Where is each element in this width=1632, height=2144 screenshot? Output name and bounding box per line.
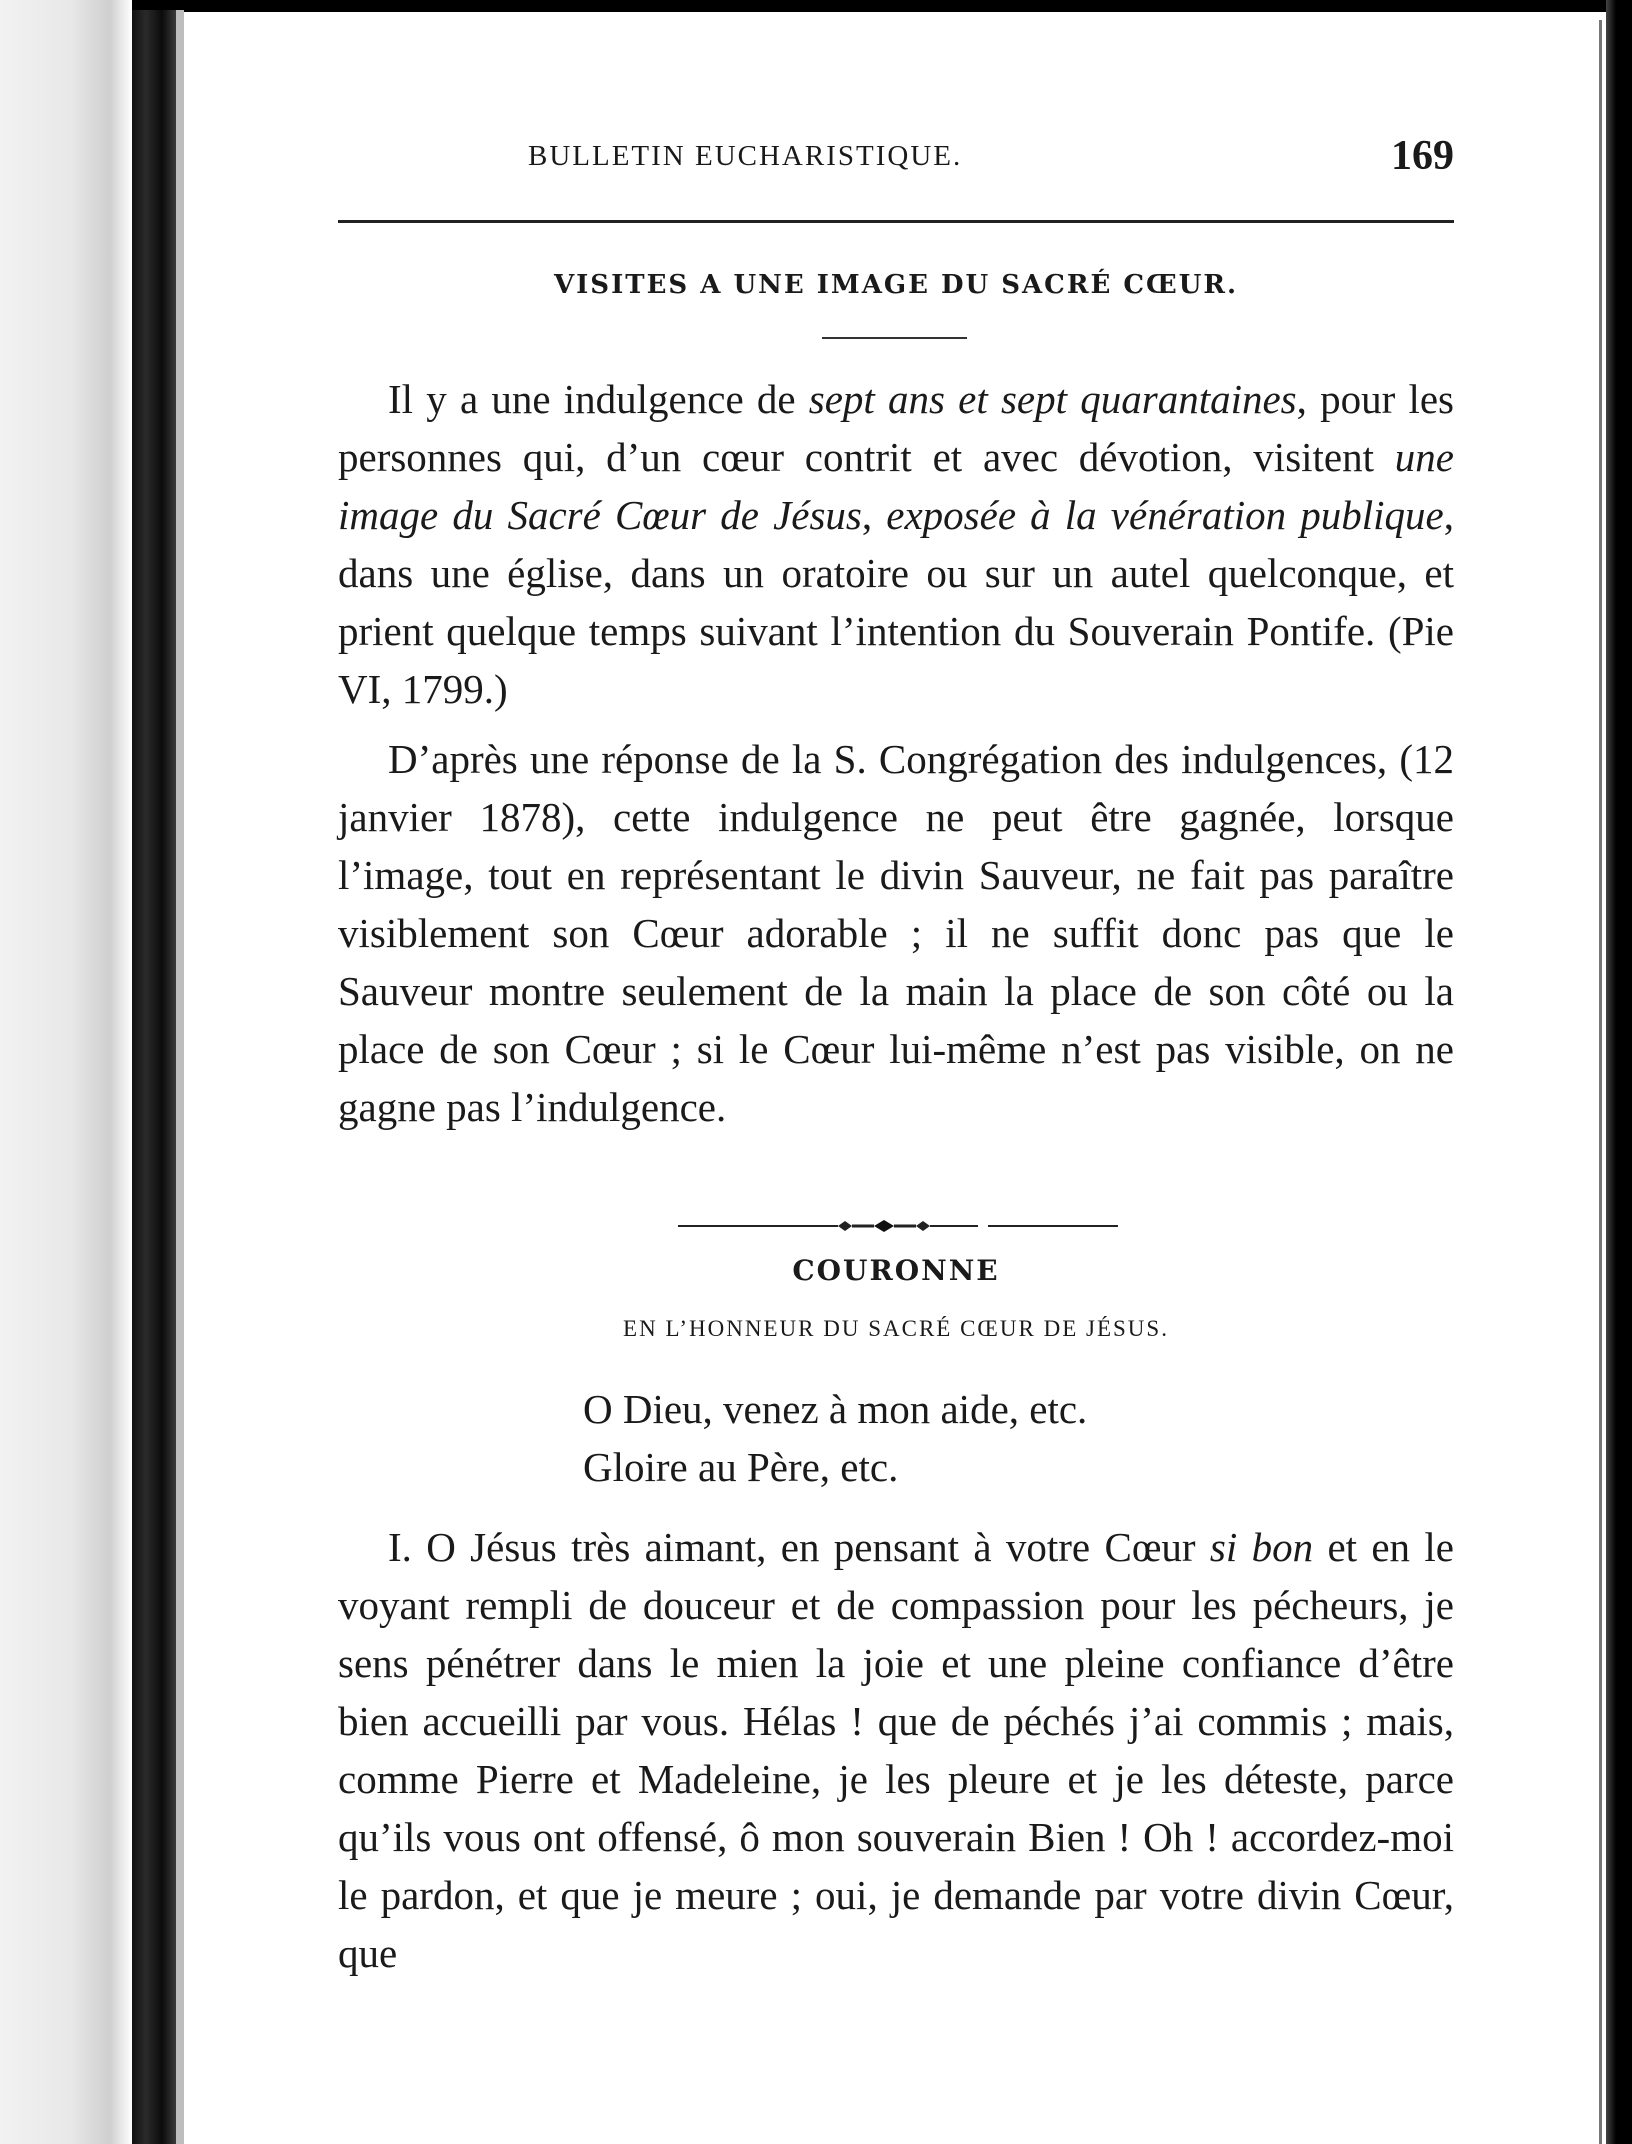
text-run: , dans une église, dans un oratoire ou sur un autel quelconque, et prient quelque temps suivant l’intention du Souverain Pontife. (Pie VI, 1799.)	[338, 492, 1455, 712]
scan-right-line	[1599, 20, 1602, 2144]
prayer-line: Gloire au Père, etc.	[583, 1444, 899, 1490]
scan-right-border	[1606, 0, 1632, 2144]
section-visites-body	[338, 370, 1454, 1148]
running-header	[338, 132, 1454, 182]
paragraph-jesus-tres-aimant	[338, 1518, 1454, 1982]
italic-text: une image du Sacré Cœur de Jésus	[338, 434, 1454, 538]
header-rule	[338, 220, 1454, 223]
book-page	[338, 0, 1454, 2144]
text-run: Il y a une indulgence de	[388, 376, 809, 422]
prayer-line: O Dieu, venez à mon aide, etc.	[583, 1386, 1088, 1432]
paragraph-reponse: D’après une réponse de la S. Congrégation des indulgences, (12 janvier 1878), cette indulgence ne peut être gagnée, lorsque l’image, tout en représentant le divin Sauveur, ne fait pas paraître visiblement son Cœur adorable ; il ne suffit donc pas que le Sauveur montre seulement de la main la place de son côté ou la place de son Cœur ; si le Cœur lui-même n’est pas visible, on ne gagne pas l’indulgence.	[338, 736, 1454, 1130]
italic-text: exposée à la vénération publique	[886, 492, 1444, 538]
text-run: I. O Jésus très aimant, en pensant à votre Cœur	[388, 1524, 1210, 1570]
paragraph-indulgence	[338, 370, 1454, 718]
italic-text: sept ans et sept quarantaines	[808, 376, 1297, 422]
text-run: et en le voyant rempli de douceur et de compassion pour les pécheurs, je sens pénétrer dans le mien la joie et une pleine confiance d’être bien accueilli par vous. Hélas ! que de péchés j’ai commis ; mais, comme Pierre et Madeleine, je les pleure et je les déteste, parce qu’ils vous ont offensé, ô mon souverain Bien ! Oh ! accordez-moi le pardon, et que je meure ; oui, je demande par votre divin Cœur, que	[338, 1524, 1454, 1976]
running-header-title: BULLETIN EUCHARISTIQUE.	[528, 140, 963, 172]
italic-text: si bon	[1209, 1524, 1314, 1570]
book-spine	[132, 10, 176, 2144]
title-underline	[822, 337, 967, 339]
scan-left-margin	[0, 0, 132, 2144]
opening-prayers	[583, 1380, 1087, 1496]
page-number: 169	[1391, 133, 1454, 179]
book-spine-edge	[176, 10, 184, 2144]
text-run: ,	[861, 492, 887, 538]
text-run: , pour les personnes qui, d’un cœur contrit et avec dévotion, visitent	[338, 376, 1454, 480]
section-subtitle-couronne: EN L’HONNEUR DU SACRÉ CŒUR DE JÉSUS.	[623, 1316, 1169, 1341]
section-title-visites: VISITES A UNE IMAGE DU SACRÉ CŒUR.	[553, 270, 1239, 300]
section-title-couronne: COURONNE	[792, 1254, 1000, 1287]
ornament-divider-icon	[678, 1216, 1118, 1236]
ornament-divider	[678, 1216, 1118, 1236]
section-couronne-body	[338, 1518, 1454, 1982]
